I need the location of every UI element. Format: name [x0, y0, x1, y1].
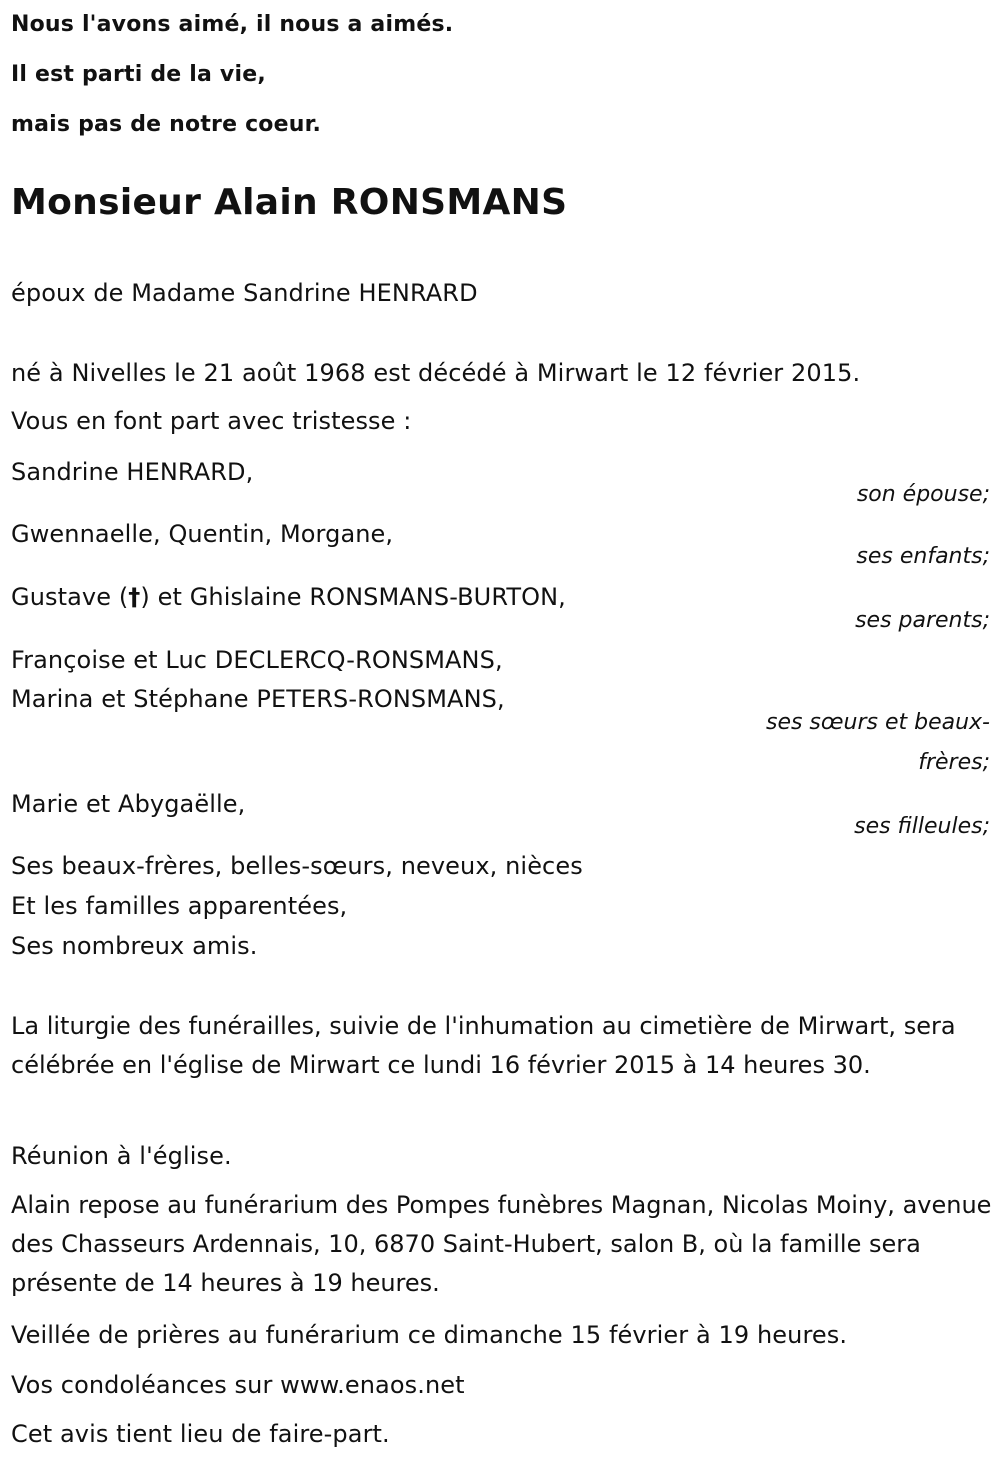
family-godchildren-names: Marie et Abygaëlle, — [11, 790, 246, 818]
cross-icon: † — [128, 583, 141, 611]
extended-family-line-3: Ses nombreux amis. — [11, 932, 258, 960]
family-siblings-names-1: Françoise et Luc DECLERCQ-RONSMANS, — [11, 646, 503, 674]
family-parents-relation: ses parents; — [855, 608, 990, 633]
family-children-relation: ses enfants; — [856, 544, 990, 569]
family-godchildren-relation: ses filleules; — [854, 814, 990, 839]
announcement-intro: Vous en font part avec tristesse : — [11, 407, 412, 435]
epitaph-line-3: mais pas de notre coeur. — [11, 112, 322, 137]
extended-family-line-2: Et les familles apparentées, — [11, 892, 348, 920]
funeral-notice: Cet avis tient lieu de faire-part. — [11, 1420, 390, 1448]
funeral-liturgy: La liturgie des funérailles, suivie de l'inhumation au cimetière de Mirwart, sera célébrée en l'église de Mirwart ce lundi 16 février 2015 à 14 heures 30. — [11, 1012, 956, 1079]
family-siblings-relation-1: ses sœurs et beaux- — [765, 710, 990, 735]
family-spouse-relation: son épouse; — [856, 482, 990, 507]
family-parents-names — [11, 578, 566, 616]
funeral-rest: Alain repose au funérarium des Pompes funèbres Magnan, Nicolas Moiny, avenue des Chasseurs Ardennais, 10, 6870 Saint-Hubert, salon B, où la famille sera présente de 14 heures à 19 heures. — [11, 1191, 992, 1297]
deceased-name: Monsieur Alain RONSMANS — [11, 182, 568, 223]
funeral-meeting: Réunion à l'église. — [11, 1142, 232, 1170]
family-spouse-names: Sandrine HENRARD, — [11, 458, 254, 486]
funeral-vigil: Veillée de prières au funérarium ce dimanche 15 février à 19 heures. — [11, 1321, 848, 1349]
birth-death-line: né à Nivelles le 21 août 1968 est décédé à Mirwart le 12 février 2015. — [11, 359, 861, 387]
epitaph-line-1: Nous l'avons aimé, il nous a aimés. — [11, 12, 454, 37]
epitaph-line-2: Il est parti de la vie, — [11, 62, 266, 87]
family-siblings-names-2: Marina et Stéphane PETERS-RONSMANS, — [11, 685, 505, 713]
parents-prefix: Gustave ( — [11, 583, 129, 611]
family-siblings-relation-2: frères; — [918, 750, 990, 775]
parents-suffix: ) et Ghislaine RONSMANS-BURTON, — [140, 583, 566, 611]
family-children-names: Gwennaelle, Quentin, Morgane, — [11, 520, 394, 548]
funeral-condolences: Vos condoléances sur www.enaos.net — [11, 1371, 465, 1399]
extended-family-line-1: Ses beaux-frères, belles-sœurs, neveux, nièces — [11, 852, 583, 880]
spouse-line: époux de Madame Sandrine HENRARD — [11, 279, 478, 307]
